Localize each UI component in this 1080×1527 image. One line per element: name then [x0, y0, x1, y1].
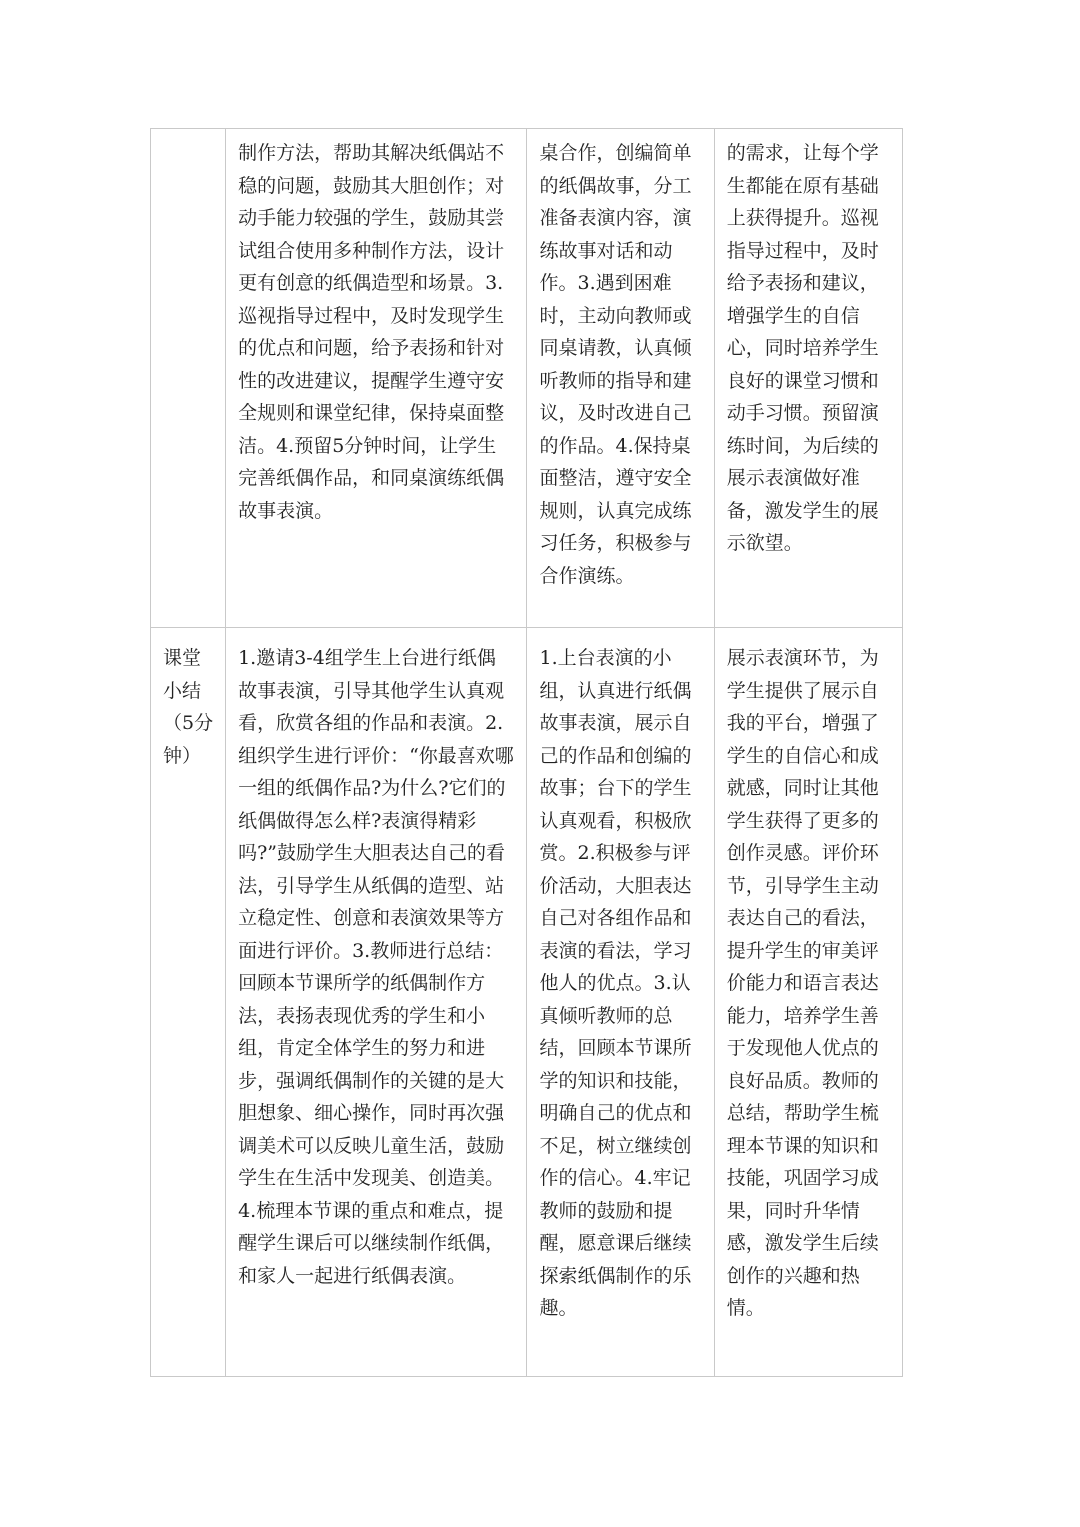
- design-intent-cell: [714, 628, 902, 1377]
- teacher-activity-cell: [226, 129, 527, 628]
- design-intent-text: 的需求，让每个学生都能在原有基础上获得提升。巡视指导过程中，及时给予表扬和建议，增强学生的自信心，同时培养学生良好的课堂习惯和动手习惯。预留演练时间，为后续的展示表演做好准备，激发学生的展示欲望。: [726, 142, 879, 554]
- student-activity-text: 1.上台表演的小组，认真进行纸偶故事表演，展示自己的作品和创编的故事；台下的学生认真观看，积极欣赏。2.积极参与评价活动，大胆表达自己对各组作品和表演的看法，学习他人的优点。3.认真倾听教师的总结，回顾本节课所学的知识和技能，明确自己的优点和不足，树立继续创作的信心。4.牢记教师的鼓励和提醒，愿意课后继续探索纸偶制作的乐趣。: [539, 647, 692, 1319]
- design-intent-cell: [714, 129, 902, 628]
- table-row: [151, 628, 903, 1377]
- teacher-activity-text: 制作方法，帮助其解决纸偶站不稳的问题，鼓励其大胆创作；对动手能力较强的学生，鼓励其尝试组合使用多种制作方法，设计更有创意的纸偶造型和场景。3.巡视指导过程中，及时发现学生的优点和问题，给予表扬和针对性的改进建议，提醒学生遵守安全规则和课堂纪律，保持桌面整洁。4.预留5分钟时间，让学生完善纸偶作品，和同桌演练纸偶故事表演。: [238, 142, 505, 522]
- lesson-plan-table: [150, 128, 903, 1377]
- stage-text: 课堂小结（5分钟）: [163, 647, 214, 767]
- teacher-activity-cell: [226, 628, 527, 1377]
- student-activity-text: 桌合作，创编简单的纸偶故事，分工准备表演内容，演练故事对话和动作。3.遇到困难时，主动向教师或同桌请教，认真倾听教师的指导和建议，及时改进自己的作品。4.保持桌面整洁，遵守安全规则，认真完成练习任务，积极参与合作演练。: [539, 142, 692, 587]
- student-activity-cell: [527, 628, 714, 1377]
- table-row: [151, 129, 903, 628]
- teacher-activity-text: 1.邀请3-4组学生上台进行纸偶故事表演，引导其他学生认真观看，欣赏各组的作品和表演。2.组织学生进行评价：“你最喜欢哪一组的纸偶作品?为什么?它们的纸偶做得怎么样?表演得精彩吗?”鼓励学生大胆表达自己的看法，引导学生从纸偶的造型、站立稳定性、创意和表演效果等方面进行评价。3.教师进行总结：回顾本节课所学的纸偶制作方法，表扬表现优秀的学生和小组，肯定全体学生的努力和进步，强调纸偶制作的关键的是大胆想象、细心操作，同时再次强调美术可以反映儿童生活，鼓励学生在生活中发现美、创造美。4.梳理本节课的重点和难点，提醒学生课后可以继续制作纸偶，和家人一起进行纸偶表演。: [238, 647, 514, 1287]
- student-activity-cell: [527, 129, 714, 628]
- stage-cell: [151, 129, 226, 628]
- stage-cell: [151, 628, 226, 1377]
- design-intent-text: 展示表演环节，为学生提供了展示自我的平台，增强了学生的自信心和成就感，同时让其他学生获得了更多的创作灵感。评价环节，引导学生主动表达自己的看法，提升学生的审美评价能力和语言表达能力，培养学生善于发现他人优点的良好品质。教师的总结，帮助学生梳理本节课的知识和技能，巩固学习成果，同时升华情感，激发学生后续创作的兴趣和热情。: [726, 647, 879, 1319]
